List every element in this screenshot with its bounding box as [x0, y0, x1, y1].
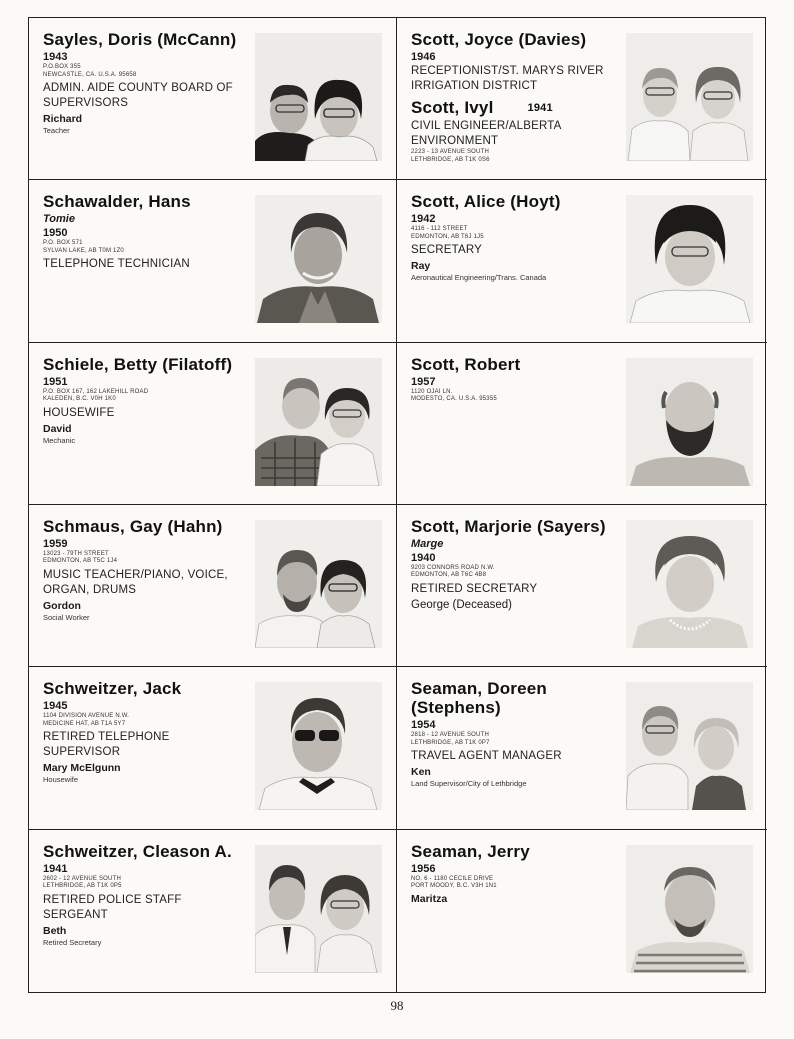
entry-year: 1943 — [43, 51, 68, 63]
entry-card — [397, 830, 767, 992]
portrait-photo — [255, 358, 382, 486]
entry-address-line: 9203 CONNORS ROAD N.W. — [411, 564, 495, 571]
entry-nickname: Marge — [411, 537, 444, 550]
entry-address-line: EDMONTON, AB T6C 4B8 — [411, 572, 487, 579]
portrait-photo — [255, 682, 382, 810]
entry-address-line: SYLVAN LAKE, AB T0M 1Z0 — [43, 247, 124, 254]
entry-spouse-occupation: Aeronautical Engineering/Trans. Canada — [411, 273, 547, 283]
entry-card — [397, 505, 767, 667]
entry-spouse-occupation: Housewife — [43, 775, 79, 785]
entry-nickname: Tomie — [43, 213, 75, 226]
entry-card — [397, 18, 767, 180]
entry-name: Seaman, Jerry — [411, 841, 530, 861]
entry-address-line: LETHBRIDGE, AB T1K 0S6 — [411, 156, 490, 163]
entry-card — [29, 505, 397, 667]
entry-occupation: RECEPTIONIST/ST. MARYS RIVER IRRIGATION DISTRICT — [411, 65, 604, 92]
entry-card — [397, 667, 767, 829]
portrait-photo — [255, 520, 382, 648]
entry-year: 1950 — [43, 227, 68, 240]
entry-occupation: HOUSEWIFE — [43, 406, 115, 419]
entry-year: 1940 — [411, 551, 436, 564]
entry-address-line: P.O.BOX 355 — [43, 64, 81, 70]
entry-address-line: EDMONTON, AB T5C 1J4 — [43, 558, 118, 565]
entry-spouse-occupation: Retired Secretary — [43, 937, 102, 947]
entry-name: Schweitzer, Cleason A. — [43, 841, 232, 861]
portrait-photo — [255, 845, 382, 973]
entry-name: Scott, Joyce (Davies) — [411, 30, 587, 49]
entry-card — [29, 830, 397, 992]
entry-address-line: P.O. BOX 167, 162 LAKEHILL ROAD — [43, 388, 149, 395]
entry-address-line: NEWCASTLE, CA. U.S.A. 95658 — [43, 71, 137, 78]
entry-occupation: MUSIC TEACHER/PIANO, VOICE, ORGAN, DRUMS — [43, 568, 228, 596]
entry-spouse-occupation: Land Supervisor/City of Lethbridge — [411, 779, 527, 789]
entry-spouse: George (Deceased) — [411, 598, 512, 611]
entry-spouse: Mary McElgunn — [43, 762, 121, 775]
entry-occupation-secondary: CIVIL ENGINEER/ALBERTA ENVIRONMENT — [411, 120, 561, 147]
entry-address-line: 2602 - 12 AVENUE SOUTH — [43, 875, 121, 882]
entry-year: 1951 — [43, 375, 68, 388]
entry-spouse: David — [43, 422, 72, 435]
entry-address-line: 1120 OJAI LN. — [411, 388, 453, 395]
entry-address-line: LETHBRIDGE, AB T1K 0P7 — [411, 739, 490, 746]
entry-name: Sayles, Doris (McCann) — [43, 30, 237, 49]
entry-occupation: TELEPHONE TECHNICIAN — [43, 258, 190, 271]
entry-address-line: PORT MOODY, B.C. V3H 1N1 — [411, 883, 497, 890]
entry-year: 1959 — [43, 537, 68, 550]
page-number: 98 — [390, 998, 404, 1013]
entry-year: 1945 — [43, 700, 68, 713]
portrait-photo — [255, 33, 382, 161]
entry-name-secondary: Scott, Ivyl — [411, 98, 494, 117]
entry-address-line: MEDICINE HAT, AB T1A 5Y7 — [43, 720, 126, 727]
entry-name: Scott, Alice (Hoyt) — [411, 192, 561, 212]
entry-year-secondary: 1941 — [527, 102, 553, 115]
entry-occupation: RETIRED SECRETARY — [411, 582, 538, 595]
entry-name: Seaman, Doreen (Stephens) — [411, 679, 548, 718]
entry-spouse: Ken — [411, 766, 431, 779]
entry-address-line: 2818 - 12 AVENUE SOUTH — [411, 732, 489, 739]
entry-name: Scott, Marjorie (Sayers) — [411, 516, 606, 536]
entry-spouse: Richard — [43, 113, 83, 125]
entry-address-line: NO. 6 - 1180 CECILE DRIVE — [411, 875, 494, 882]
entry-spouse: Gordon — [43, 599, 81, 612]
entry-spouse: Ray — [411, 260, 431, 273]
entry-year: 1956 — [411, 862, 436, 875]
entry-occupation: TRAVEL AGENT MANAGER — [411, 750, 562, 763]
directory-grid — [28, 17, 766, 993]
entry-year: 1946 — [411, 51, 436, 63]
portrait-photo — [626, 520, 753, 648]
entry-name: Schawalder, Hans — [43, 192, 191, 212]
entry-name: Schweitzer, Jack — [43, 679, 182, 699]
entry-card — [397, 343, 767, 505]
entry-spouse-occupation: Social Worker — [43, 612, 90, 622]
entry-spouse: Maritza — [411, 892, 448, 905]
entry-spouse-occupation: Teacher — [43, 126, 70, 135]
portrait-photo — [626, 33, 753, 161]
entry-address-line: MODESTO, CA. U.S.A. 95355 — [411, 396, 497, 403]
entry-spouse-occupation: Mechanic — [43, 435, 76, 445]
portrait-photo — [626, 682, 753, 810]
entry-name: Scott, Robert — [411, 354, 521, 374]
entry-address-line: KALEDEN, B.C. V0H 1K0 — [43, 396, 116, 403]
portrait-photo — [255, 195, 382, 323]
portrait-photo — [626, 195, 753, 323]
entry-address-line: 2223 - 13 AVENUE SOUTH — [411, 149, 489, 155]
entry-year: 1957 — [411, 375, 436, 388]
entry-card — [29, 18, 397, 180]
entry-address-line: LETHBRIDGE, AB T1K 0P5 — [43, 883, 122, 890]
entry-card — [29, 667, 397, 829]
entry-card — [29, 180, 397, 342]
entry-address-line: EDMONTON, AB T6J 1J5 — [411, 233, 484, 240]
entry-year: 1941 — [43, 862, 68, 875]
entry-year: 1954 — [411, 719, 436, 732]
entry-occupation: RETIRED POLICE STAFF SERGEANT — [43, 893, 182, 921]
entry-occupation: RETIRED TELEPHONE SUPERVISOR — [43, 731, 170, 759]
entry-occupation: ADMIN. AIDE COUNTY BOARD OF SUPERVISORS — [43, 82, 233, 109]
entry-year: 1942 — [411, 213, 436, 226]
entry-spouse: Beth — [43, 924, 67, 937]
entry-address-line: 4116 - 112 STREET — [411, 226, 468, 233]
portrait-photo — [626, 358, 753, 486]
entry-occupation: SECRETARY — [411, 244, 483, 257]
entry-card — [397, 180, 767, 342]
portrait-photo — [626, 845, 753, 973]
entry-address-line: 13023 - 79TH STREET — [43, 550, 109, 557]
entry-address-line: P.O. BOX 571 — [43, 240, 83, 247]
entry-card — [29, 343, 397, 505]
entry-name: Schiele, Betty (Filatoff) — [43, 354, 233, 374]
entry-name: Schmaus, Gay (Hahn) — [43, 516, 223, 536]
entry-address-line: 1104 DIVISION AVENUE N.W. — [43, 713, 130, 720]
